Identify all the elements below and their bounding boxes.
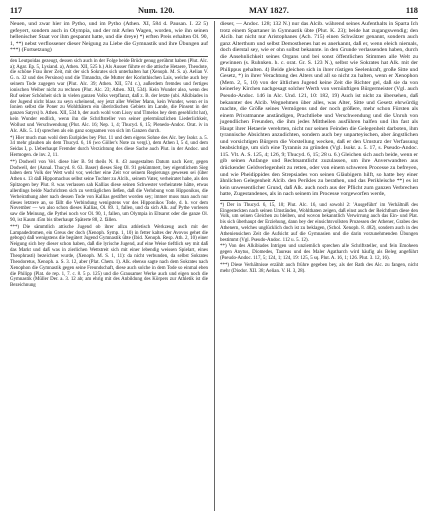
column-divider (214, 21, 215, 511)
left-column (10, 21, 208, 290)
footnote-star-2: **) Dodwell von Vel. diese hier B. 94 theils N. 8. 43 ausgestalten Datum nach Kerr, gegen Dodwell, der (Annal. Thucyd. 8. 63. Baser) dieses Sieg Ol. 91 gekümmert, bey eigentlichem Sieg haben dem Volk der Wett wohl vor, welcher eine Zeit vor seinem Regierungs gewesen sei (über Athen s. 13 daß Hippomachus selbst seine Tochter zu Alcib., seinem Vater, verheiratet habe, als den Spitzogen bey Plut. 8. was verlassen sah Kallias diese seinen Schwester verheiratete hätte, etwas allerdings beide Nachrichten sich zu verträglichen ließen, daß die Verlobung vom Hipponikos, die Verheirathung aber nach dessen Tode von Kallias gestiftet worden sey; immer muss man auch nur dieses letztere an, so fällt die Verbindung wenigstens vor des Hipponikos Tode, d. h. vor dem November — wo also schon dieses Kallias, Ol. 89. 1, fallen, und da sich Alk. auf Pythe vorlesen saw die Meinung, die Pythei noch vor Ol. 90, 1, fallen, um Olympia in Eltsarot oder die ganze Ol. 90, ist Kaum 45m bis tiberhaupt Späterte 88, 2. fällen. (10, 159, 208, 224)
right-column (220, 21, 418, 275)
footnote-continuation: den Leutpoidas gezeugt, dessen sich auch in der Folge beide Brüdr genug gerühmt haben (Plut. Alc. a); Agar. Ep. 5, Lysiand. a), Athen. XII, 525 b.) Als Ausser führte er die attische Hetaere, Theodote, die schöne Frau ihrer Zeit, mit der sich Sokrates sich unterhalten hat (Xenoph. M. S. a). Aelian V. G. n. 32 und des Persinos) und die Timandra, die Mutter der Korinthischen Lais, welche auch bey seinem Tode zugegen war (Plut. Alc. 39; Athen. XII, 574 c.), außerdem fremdes und fertiges ionischen Weiber nicht zu rechnen (Plut. Alc. 23; Athen. XII, 534). Kein Wunder also, wenn des Ruf seiner Schönheit sich in vielen ganzen Volks verpflanzt, daß z. B. der letzte (ubi. Alkibiades in der Jugend nicht blass zu seyn scheinend, sey jetzt aller Weiber Mann, kein Wunder, wenn er in Ionien selbst die Poner zu Wohlthätern ein überirdischen Gebiets im Lande, die Pinsent in der ganzen Satyrs) b. Athen. XII, 534 b, der auch wohl vom Lissy und Timelos bey dem gesehlicht hat), kein Wunder endlich, wenn ihn die Schriftsteller von seiner gelermünzlichen Liederlichkeit, Wollust und Verschwendung (Plut. Alc. 16; Nep. 1, 4; Thucyd. 6, 15; Plenedo-Andoc. Orat. iv in Alc. Alk. 5. 14) sprechen als ein ganz sorgsamen von sich im Ganzen durch. (10, 58, 208, 134)
left-column-footnotes (10, 59, 208, 289)
footnote-right-2: **) Von des Alkibiades Intrigen und unziemlich sprechen alle Schriftsteller, und fein Emoheen gegen Anytus, Diomedes, Taureas und des Maler Agatharch wird häufig als Beleg angeführt (Pseudo-Andoc. 117, 5; 124, 1; 124, 19: 125, 5 sq. Plut. A. 16, 1; 126. Plut. 3. 12, 16). (220, 244, 418, 262)
page-number-right: 118 (405, 6, 418, 15)
right-column-body: dieser, — Andoc. 128; 132 N.) nur das Alcib. während seines Aufenthalts in Sparta Ich trotz einem Spartaner in Gymnastik übte (Plut. K. 23); beide hat zugangswendig; den Alcib. hat nicht nur Aristophanes (Ach. 715) einen Schwätzer genannt, sondern auch ganz Alterthum und selbst Demosthenes hat es anerkannt, daß er, wenn eleich niemals, doch dierstal sey, wie er ohn solbst bekannte. in den Grunde verlassenden haben, durch die Ansehnlichkeit seines Organs und bei sonst öffentlichen Stimmen alle Welt zu gewinnen (s. Ruhnken. h. c. orat. Gr. S. 123 N.), selbst wie Sokrates hat Alk. mit der Philippus gehalten. 4) Beide gleichen sich in ihrer rüstigen Seelenkraft, große Sitte und Gesetz, *) in ihrer Verachtung des Alters und all so nicht zu halten, wenn er Xenophon (Mem. 2, 5, 10) von der ältlichen Jugend keine Zeit die Richter gel, daß sie da von keinerley Kirchen nachgesagt solcher Werth von vernünftigen Bürgermeister (Vgl. auch Pseudo-Andoc. 146 in Alc. Und. 121, 10: 182, 19) Auch ist nicht zu übersehen, daß bekannter des Alcib. Wegnehmen über alles, was Alter, Sitte und Gesetz ehrwürdig machte, die Größe seines Vermögens und der noch größere, mehr schon Fürsten als einem Privatmanne anständigen, Prachtliebe und Verschwendung und die Unruh von jugendlichen Freunden, die ihm jedes Mittheilen ausführen halfen und ihn fast als Haupt ihrer Hetaerie verehrten, nicht nur seinen Feinden die Gelegenheit darboten, ihm tyrannische Absichten anzudichten, sondern auch bey unparteyischen, aber ängstlichen und vorsichtigen Bürgern die Vorstellung wecken, daß er den Umsturz der Verfassung beabsichtige, um sich eine Tyrannis zu gründen (Vgl. Isokr. a. 5. 17, s. Pseudo-Andoc. 115. Vlt. A. S. 125, 4; 126, 9; Thucyd. 6, 15; 28 u. 6.) Gleichen sich auch beide, wenn er gib seinen Anfange und Rechtsamtlicht zuzulassen, um ihre Anverwandten aus drückender Geldverlegenheit zu retten, oder von einem schweren Processe zu befreyen, und wie Pheidippides den Strepsiades von seinen Gläubigern hilft, so hatte bey einer ähnlichen Gelegenheit Alcib. den Perikles zu berathen, und das Perikleische **) es ist kein unwesentlicher Grund, daß Alk. auch noch aus der Pflicht zum ganzen Verbrechen hatte, Zugestandenes, als in nach seinem im Processe vorgeworfen werde, (220, 21, 418, 198)
page-number-left: 117 (10, 6, 23, 15)
left-column-body: Neuen, und zwar hier im Pytho, und im Pytho (Athen. XI, 584 d. Pausan. I. 22 5) gefeyert, sondern auch in Olympia, und der mit Arlen Wagen, worden, wie ihn seinen hellenischer Staat vor ihm gespannt hatte, und die dreye) *) erften Preis erhalten Ol. 90, 1, **) nebst verflossener dieser Neigung zu Liebe die Gymnastik und ihre Übungen auf ***) (Fortsetzung) (10, 21, 208, 54)
right-column-footnotes (220, 203, 418, 275)
issue-number: Num. 120. (138, 6, 175, 15)
issue-date: MAY 1827. (249, 6, 289, 15)
header-rule (10, 18, 418, 19)
footnote-right-1: *) Der in Thucyd. 6, 15, 10; Plut. Alc. 16, und sowohl 2: 'Ausgeführt' im Verhältniß des Eingesteckten nach seinen Umständen, Wohlthaten zeigen, daß einst auch der Reichthum diese den Volk, um seinen Gleichen zu bleiben, und wovon bekanntlich Verwirrung auch das Ein- und Plat. bis sich überhaupt der Erziehung, dann bey der einsichtsvollsten Prozessen der Athener, Grabes des Athenern, welches unglücklich doch ist zu beklagen, (Schol. Xenoph. 8. 482), sondern auch in des Atheniensichen Zeit die Aufsicht auf die Gymnasien und die darin vorzunehmenden Übungen bestimmt (Vgl. Pseudo-Andoc. 112 u. 5. 12). (220, 202, 418, 243)
footnote-star-1: *) Hier much man wohl dem Euripides bey Plut. 11 und dem eigens Sohne des Alc. bey Isokr. a. 5. 34 mehr glauben als dem Thucyd. 6, 16 (wo Göller's Note zu vergl.), dem Athen I, 5 d, und dem Seidas I, p. Ueberhaupt Fremder durch Verzichtung des diese Sache auch Plut. in der Andoc. und Hermogen. de inv. 2, 11. (10, 135, 208, 159)
footnote-rule-right (220, 200, 275, 201)
footnote-rule (10, 56, 208, 57)
footnote-star-3: ***) Die sämmtlich attische Jugend ob ihrer allzu athletisch Werkzeug auch mit der Lampadedromen, ein Greus der doch (Xenoph. Symp. 1, 10) in fetter kaltes der Avovos gehet die gebogs) daß wenigstens die begütert Jugend Gymnastik übte (Ibid. Xenoph. Resp. Ath. 2, 10) einer Neigung sich bey dieser schon haben, daß die lyrische Jugend, auf eine Weise tieftlich sey mit daß das Markt und daß was in zierlichen Wettstreit sich mit einer lebendig weissen Spielart, eines Theophrasti) bezeichnet wurde, (Xenoph. M. S. 1, 11): da nicht verbunden, da selbst Sokrates Theodoretus, Xenoph. a. S. 3. 12, aber (Plat. Chem. 1). Alk. ebenso sagte nach dem Sokrates nach Xenophon die Gymnastik gegen seine Freundschaft, diese auch solche in dem Tode so einmal eben die Philipp (Plat. de rep. 1, 7. c. 8. 5 p. 125) und die Grausamer Werke auch und eigen noch die Gymnastik (Müller Der. a. 3. 12 ab; am ehrig mit des Anbildung des Körpers zur Athletik ist die Bezeichnung (10, 224, 208, 289)
footnote-right-3: ***) Diese Verhältnisse erzählt auch frühre gegeben bey, als der Rath des Alc. zu fangen, nicht mehr (Diodor. XII. 38; Aelian. V. H. 3, 28). (220, 262, 418, 274)
